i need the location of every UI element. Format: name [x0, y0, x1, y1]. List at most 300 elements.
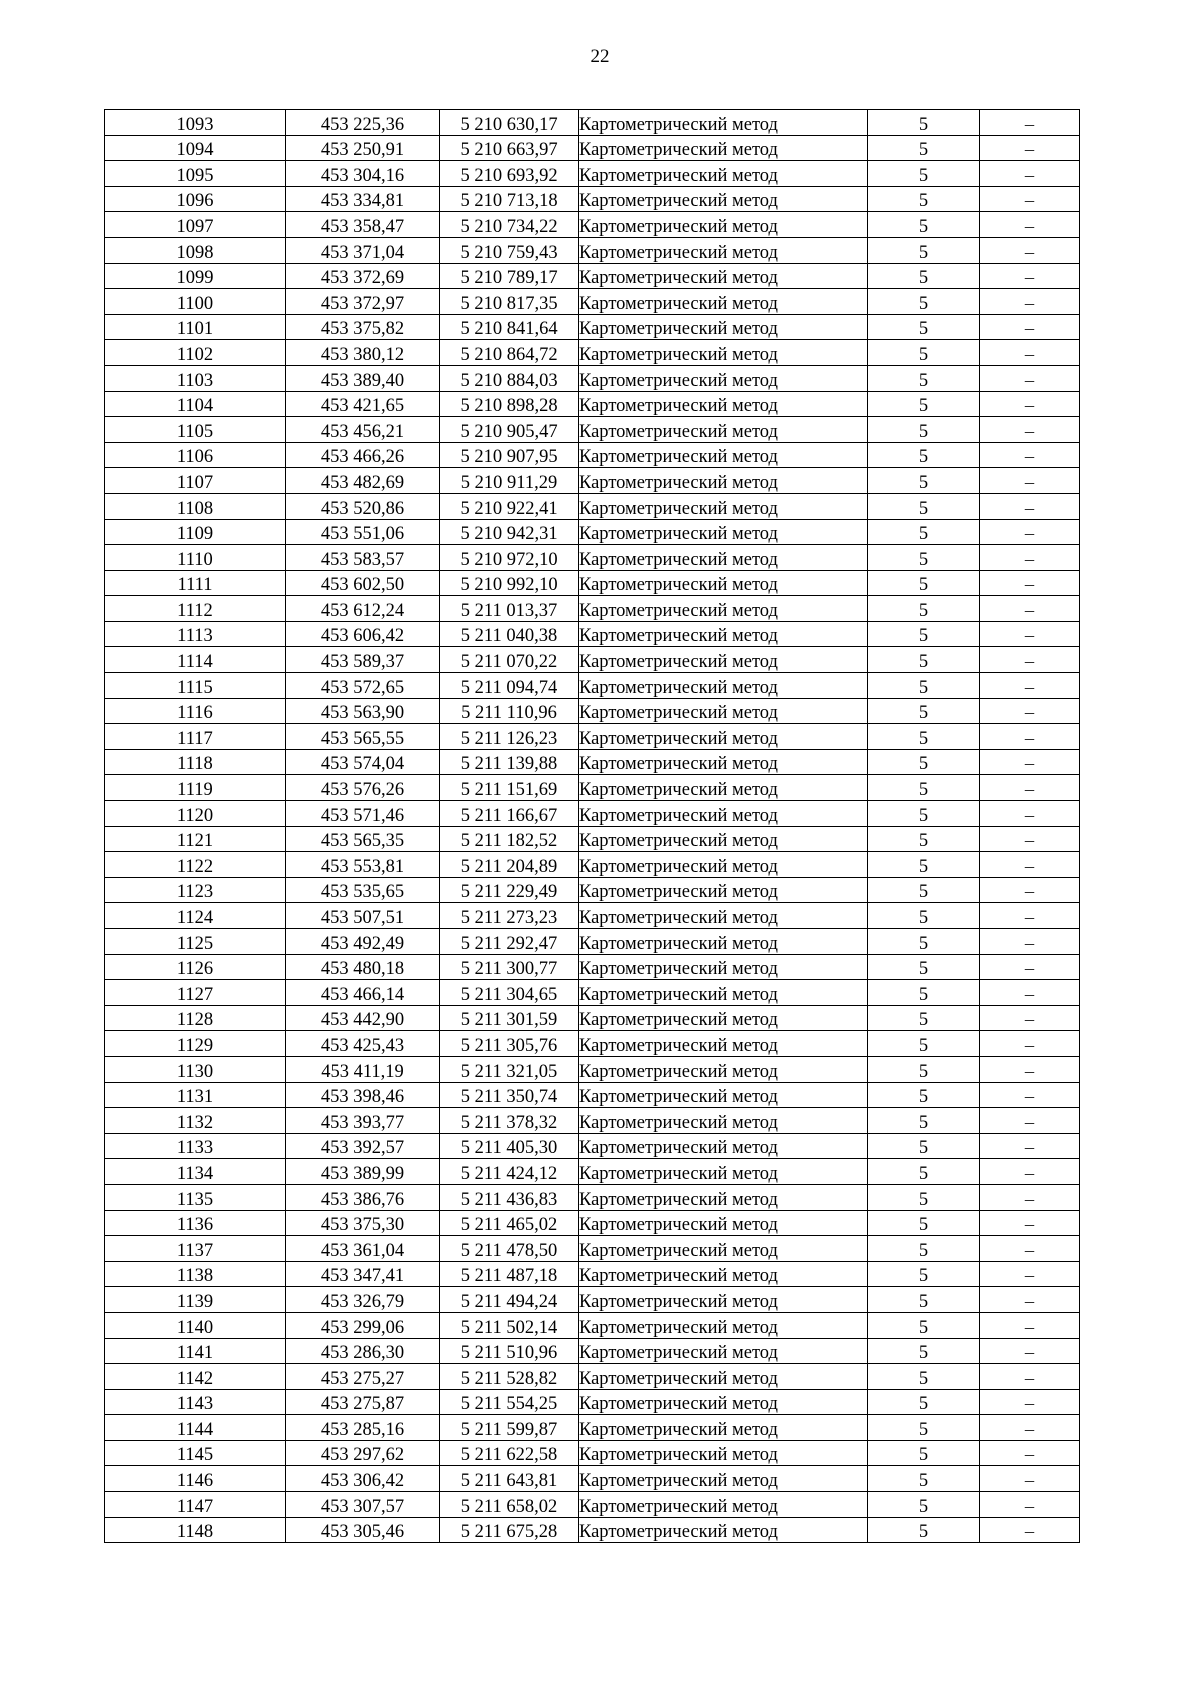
- note-cell: –: [980, 775, 1080, 801]
- note-cell: –: [980, 647, 1080, 673]
- table-row: [105, 826, 1080, 852]
- method-cell: Картометрический метод: [579, 1312, 868, 1338]
- accuracy-cell: 5: [868, 775, 980, 801]
- y-coordinate-cell: 5 211 229,49: [440, 877, 579, 903]
- table-row: [105, 1159, 1080, 1185]
- x-coordinate-cell: 453 442,90: [286, 1005, 440, 1031]
- point-number-cell: 1098: [105, 237, 286, 263]
- point-number-cell: 1126: [105, 954, 286, 980]
- point-number-cell: 1122: [105, 852, 286, 878]
- x-coordinate-cell: 453 358,47: [286, 212, 440, 238]
- point-number-cell: 1107: [105, 468, 286, 494]
- note-cell: –: [980, 698, 1080, 724]
- y-coordinate-cell: 5 211 321,05: [440, 1056, 579, 1082]
- note-cell: –: [980, 954, 1080, 980]
- note-cell: –: [980, 1056, 1080, 1082]
- table-row: [105, 852, 1080, 878]
- x-coordinate-cell: 453 535,65: [286, 877, 440, 903]
- method-cell: Картометрический метод: [579, 826, 868, 852]
- table-row: [105, 1261, 1080, 1287]
- table-row: [105, 1184, 1080, 1210]
- x-coordinate-cell: 453 225,36: [286, 110, 440, 136]
- table-row: [105, 1236, 1080, 1262]
- accuracy-cell: 5: [868, 365, 980, 391]
- table-row: [105, 954, 1080, 980]
- accuracy-cell: 5: [868, 954, 980, 980]
- method-cell: Картометрический метод: [579, 212, 868, 238]
- table-row: [105, 980, 1080, 1006]
- method-cell: Картометрический метод: [579, 1261, 868, 1287]
- table-row: [105, 1389, 1080, 1415]
- y-coordinate-cell: 5 210 630,17: [440, 110, 579, 136]
- y-coordinate-cell: 5 211 405,30: [440, 1133, 579, 1159]
- y-coordinate-cell: 5 211 204,89: [440, 852, 579, 878]
- accuracy-cell: 5: [868, 545, 980, 571]
- accuracy-cell: 5: [868, 110, 980, 136]
- method-cell: Картометрический метод: [579, 1440, 868, 1466]
- method-cell: Картометрический метод: [579, 1082, 868, 1108]
- note-cell: –: [980, 1031, 1080, 1057]
- x-coordinate-cell: 453 250,91: [286, 135, 440, 161]
- x-coordinate-cell: 453 285,16: [286, 1415, 440, 1441]
- y-coordinate-cell: 5 210 907,95: [440, 442, 579, 468]
- method-cell: Картометрический метод: [579, 1005, 868, 1031]
- y-coordinate-cell: 5 211 070,22: [440, 647, 579, 673]
- method-cell: Картометрический метод: [579, 1287, 868, 1313]
- y-coordinate-cell: 5 211 554,25: [440, 1389, 579, 1415]
- note-cell: –: [980, 980, 1080, 1006]
- point-number-cell: 1134: [105, 1159, 286, 1185]
- table-row: [105, 493, 1080, 519]
- y-coordinate-cell: 5 211 292,47: [440, 929, 579, 955]
- accuracy-cell: 5: [868, 621, 980, 647]
- y-coordinate-cell: 5 210 922,41: [440, 493, 579, 519]
- point-number-cell: 1095: [105, 161, 286, 187]
- x-coordinate-cell: 453 297,62: [286, 1440, 440, 1466]
- note-cell: –: [980, 596, 1080, 622]
- point-number-cell: 1110: [105, 545, 286, 571]
- table-row: [105, 1031, 1080, 1057]
- table-row: [105, 1517, 1080, 1543]
- method-cell: Картометрический метод: [579, 161, 868, 187]
- y-coordinate-cell: 5 211 094,74: [440, 673, 579, 699]
- method-cell: Картометрический метод: [579, 1415, 868, 1441]
- x-coordinate-cell: 453 602,50: [286, 570, 440, 596]
- point-number-cell: 1096: [105, 186, 286, 212]
- method-cell: Картометрический метод: [579, 749, 868, 775]
- method-cell: Картометрический метод: [579, 519, 868, 545]
- table-row: [105, 519, 1080, 545]
- method-cell: Картометрический метод: [579, 1159, 868, 1185]
- accuracy-cell: 5: [868, 1031, 980, 1057]
- accuracy-cell: 5: [868, 391, 980, 417]
- method-cell: Картометрический метод: [579, 801, 868, 827]
- accuracy-cell: 5: [868, 673, 980, 699]
- table-row: [105, 801, 1080, 827]
- accuracy-cell: 5: [868, 1312, 980, 1338]
- x-coordinate-cell: 453 492,49: [286, 929, 440, 955]
- y-coordinate-cell: 5 211 478,50: [440, 1236, 579, 1262]
- y-coordinate-cell: 5 211 494,24: [440, 1287, 579, 1313]
- point-number-cell: 1093: [105, 110, 286, 136]
- note-cell: –: [980, 724, 1080, 750]
- accuracy-cell: 5: [868, 289, 980, 315]
- y-coordinate-cell: 5 211 436,83: [440, 1184, 579, 1210]
- x-coordinate-cell: 453 563,90: [286, 698, 440, 724]
- accuracy-cell: 5: [868, 1236, 980, 1262]
- x-coordinate-cell: 453 507,51: [286, 903, 440, 929]
- x-coordinate-cell: 453 389,99: [286, 1159, 440, 1185]
- note-cell: –: [980, 1415, 1080, 1441]
- method-cell: Картометрический метод: [579, 340, 868, 366]
- note-cell: –: [980, 1389, 1080, 1415]
- note-cell: –: [980, 493, 1080, 519]
- y-coordinate-cell: 5 210 713,18: [440, 186, 579, 212]
- x-coordinate-cell: 453 612,24: [286, 596, 440, 622]
- y-coordinate-cell: 5 211 465,02: [440, 1210, 579, 1236]
- note-cell: –: [980, 1210, 1080, 1236]
- accuracy-cell: 5: [868, 1466, 980, 1492]
- table-row: [105, 1338, 1080, 1364]
- accuracy-cell: 5: [868, 340, 980, 366]
- y-coordinate-cell: 5 211 378,32: [440, 1108, 579, 1134]
- point-number-cell: 1139: [105, 1287, 286, 1313]
- method-cell: Картометрический метод: [579, 365, 868, 391]
- y-coordinate-cell: 5 211 182,52: [440, 826, 579, 852]
- point-number-cell: 1094: [105, 135, 286, 161]
- y-coordinate-cell: 5 211 126,23: [440, 724, 579, 750]
- method-cell: Картометрический метод: [579, 698, 868, 724]
- accuracy-cell: 5: [868, 801, 980, 827]
- point-number-cell: 1113: [105, 621, 286, 647]
- point-number-cell: 1131: [105, 1082, 286, 1108]
- note-cell: –: [980, 1338, 1080, 1364]
- accuracy-cell: 5: [868, 929, 980, 955]
- point-number-cell: 1145: [105, 1440, 286, 1466]
- y-coordinate-cell: 5 211 040,38: [440, 621, 579, 647]
- table-row: [105, 186, 1080, 212]
- method-cell: Картометрический метод: [579, 1236, 868, 1262]
- y-coordinate-cell: 5 210 789,17: [440, 263, 579, 289]
- y-coordinate-cell: 5 210 911,29: [440, 468, 579, 494]
- note-cell: –: [980, 673, 1080, 699]
- method-cell: Картометрический метод: [579, 1056, 868, 1082]
- accuracy-cell: 5: [868, 1082, 980, 1108]
- accuracy-cell: 5: [868, 877, 980, 903]
- table-row: [105, 1005, 1080, 1031]
- note-cell: –: [980, 468, 1080, 494]
- accuracy-cell: 5: [868, 1184, 980, 1210]
- point-number-cell: 1130: [105, 1056, 286, 1082]
- note-cell: –: [980, 314, 1080, 340]
- x-coordinate-cell: 453 386,76: [286, 1184, 440, 1210]
- y-coordinate-cell: 5 210 663,97: [440, 135, 579, 161]
- y-coordinate-cell: 5 211 350,74: [440, 1082, 579, 1108]
- accuracy-cell: 5: [868, 468, 980, 494]
- note-cell: –: [980, 1133, 1080, 1159]
- point-number-cell: 1115: [105, 673, 286, 699]
- accuracy-cell: 5: [868, 1056, 980, 1082]
- method-cell: Картометрический метод: [579, 1133, 868, 1159]
- point-number-cell: 1097: [105, 212, 286, 238]
- y-coordinate-cell: 5 211 139,88: [440, 749, 579, 775]
- point-number-cell: 1104: [105, 391, 286, 417]
- y-coordinate-cell: 5 210 884,03: [440, 365, 579, 391]
- method-cell: Картометрический метод: [579, 314, 868, 340]
- table-row: [105, 1466, 1080, 1492]
- method-cell: Картометрический метод: [579, 775, 868, 801]
- y-coordinate-cell: 5 211 305,76: [440, 1031, 579, 1057]
- y-coordinate-cell: 5 211 300,77: [440, 954, 579, 980]
- note-cell: –: [980, 340, 1080, 366]
- method-cell: Картометрический метод: [579, 493, 868, 519]
- x-coordinate-cell: 453 305,46: [286, 1517, 440, 1543]
- point-number-cell: 1147: [105, 1492, 286, 1518]
- x-coordinate-cell: 453 589,37: [286, 647, 440, 673]
- accuracy-cell: 5: [868, 826, 980, 852]
- y-coordinate-cell: 5 211 166,67: [440, 801, 579, 827]
- x-coordinate-cell: 453 411,19: [286, 1056, 440, 1082]
- point-number-cell: 1116: [105, 698, 286, 724]
- y-coordinate-cell: 5 211 013,37: [440, 596, 579, 622]
- point-number-cell: 1135: [105, 1184, 286, 1210]
- accuracy-cell: 5: [868, 1364, 980, 1390]
- point-number-cell: 1120: [105, 801, 286, 827]
- note-cell: –: [980, 1261, 1080, 1287]
- x-coordinate-cell: 453 583,57: [286, 545, 440, 571]
- table-row: [105, 212, 1080, 238]
- method-cell: Картометрический метод: [579, 1184, 868, 1210]
- note-cell: –: [980, 263, 1080, 289]
- method-cell: Картометрический метод: [579, 621, 868, 647]
- note-cell: –: [980, 621, 1080, 647]
- note-cell: –: [980, 1440, 1080, 1466]
- method-cell: Картометрический метод: [579, 877, 868, 903]
- table-row: [105, 314, 1080, 340]
- table-row: [105, 1056, 1080, 1082]
- point-number-cell: 1119: [105, 775, 286, 801]
- point-number-cell: 1142: [105, 1364, 286, 1390]
- note-cell: –: [980, 877, 1080, 903]
- note-cell: –: [980, 749, 1080, 775]
- accuracy-cell: 5: [868, 493, 980, 519]
- point-number-cell: 1140: [105, 1312, 286, 1338]
- note-cell: –: [980, 1005, 1080, 1031]
- method-cell: Картометрический метод: [579, 1517, 868, 1543]
- y-coordinate-cell: 5 210 864,72: [440, 340, 579, 366]
- note-cell: –: [980, 110, 1080, 136]
- point-number-cell: 1137: [105, 1236, 286, 1262]
- method-cell: Картометрический метод: [579, 442, 868, 468]
- y-coordinate-cell: 5 210 898,28: [440, 391, 579, 417]
- accuracy-cell: 5: [868, 417, 980, 443]
- x-coordinate-cell: 453 304,16: [286, 161, 440, 187]
- point-number-cell: 1105: [105, 417, 286, 443]
- y-coordinate-cell: 5 211 487,18: [440, 1261, 579, 1287]
- table-row: [105, 1440, 1080, 1466]
- accuracy-cell: 5: [868, 980, 980, 1006]
- accuracy-cell: 5: [868, 263, 980, 289]
- accuracy-cell: 5: [868, 1159, 980, 1185]
- point-number-cell: 1121: [105, 826, 286, 852]
- note-cell: –: [980, 1236, 1080, 1262]
- method-cell: Картометрический метод: [579, 929, 868, 955]
- x-coordinate-cell: 453 572,65: [286, 673, 440, 699]
- note-cell: –: [980, 1184, 1080, 1210]
- x-coordinate-cell: 453 347,41: [286, 1261, 440, 1287]
- y-coordinate-cell: 5 210 759,43: [440, 237, 579, 263]
- x-coordinate-cell: 453 553,81: [286, 852, 440, 878]
- method-cell: Картометрический метод: [579, 1210, 868, 1236]
- x-coordinate-cell: 453 466,14: [286, 980, 440, 1006]
- x-coordinate-cell: 453 574,04: [286, 749, 440, 775]
- note-cell: –: [980, 1159, 1080, 1185]
- x-coordinate-cell: 453 389,40: [286, 365, 440, 391]
- x-coordinate-cell: 453 393,77: [286, 1108, 440, 1134]
- method-cell: Картометрический метод: [579, 596, 868, 622]
- method-cell: Картометрический метод: [579, 903, 868, 929]
- y-coordinate-cell: 5 211 599,87: [440, 1415, 579, 1441]
- table-row: [105, 749, 1080, 775]
- note-cell: –: [980, 1108, 1080, 1134]
- method-cell: Картометрический метод: [579, 1338, 868, 1364]
- accuracy-cell: 5: [868, 1517, 980, 1543]
- point-number-cell: 1129: [105, 1031, 286, 1057]
- note-cell: –: [980, 519, 1080, 545]
- accuracy-cell: 5: [868, 161, 980, 187]
- method-cell: Картометрический метод: [579, 673, 868, 699]
- note-cell: –: [980, 417, 1080, 443]
- y-coordinate-cell: 5 210 905,47: [440, 417, 579, 443]
- x-coordinate-cell: 453 375,82: [286, 314, 440, 340]
- x-coordinate-cell: 453 361,04: [286, 1236, 440, 1262]
- note-cell: –: [980, 1492, 1080, 1518]
- note-cell: –: [980, 1517, 1080, 1543]
- table-row: [105, 673, 1080, 699]
- method-cell: Картометрический метод: [579, 135, 868, 161]
- note-cell: –: [980, 570, 1080, 596]
- x-coordinate-cell: 453 466,26: [286, 442, 440, 468]
- method-cell: Картометрический метод: [579, 1492, 868, 1518]
- accuracy-cell: 5: [868, 1440, 980, 1466]
- accuracy-cell: 5: [868, 442, 980, 468]
- y-coordinate-cell: 5 211 643,81: [440, 1466, 579, 1492]
- accuracy-cell: 5: [868, 1005, 980, 1031]
- y-coordinate-cell: 5 211 658,02: [440, 1492, 579, 1518]
- accuracy-cell: 5: [868, 698, 980, 724]
- table-row: [105, 263, 1080, 289]
- table-row: [105, 365, 1080, 391]
- method-cell: Картометрический метод: [579, 289, 868, 315]
- table-row: [105, 1082, 1080, 1108]
- x-coordinate-cell: 453 551,06: [286, 519, 440, 545]
- accuracy-cell: 5: [868, 1261, 980, 1287]
- table-row: [105, 724, 1080, 750]
- method-cell: Картометрический метод: [579, 1031, 868, 1057]
- accuracy-cell: 5: [868, 647, 980, 673]
- x-coordinate-cell: 453 392,57: [286, 1133, 440, 1159]
- method-cell: Картометрический метод: [579, 1389, 868, 1415]
- point-number-cell: 1117: [105, 724, 286, 750]
- table-row: [105, 903, 1080, 929]
- x-coordinate-cell: 453 571,46: [286, 801, 440, 827]
- note-cell: –: [980, 212, 1080, 238]
- table-row: [105, 289, 1080, 315]
- point-number-cell: 1108: [105, 493, 286, 519]
- accuracy-cell: 5: [868, 570, 980, 596]
- method-cell: Картометрический метод: [579, 417, 868, 443]
- accuracy-cell: 5: [868, 1492, 980, 1518]
- method-cell: Картометрический метод: [579, 570, 868, 596]
- note-cell: –: [980, 442, 1080, 468]
- point-number-cell: 1143: [105, 1389, 286, 1415]
- note-cell: –: [980, 826, 1080, 852]
- table-row: [105, 698, 1080, 724]
- x-coordinate-cell: 453 371,04: [286, 237, 440, 263]
- x-coordinate-cell: 453 425,43: [286, 1031, 440, 1057]
- table-row: [105, 1415, 1080, 1441]
- x-coordinate-cell: 453 275,87: [286, 1389, 440, 1415]
- point-number-cell: 1146: [105, 1466, 286, 1492]
- x-coordinate-cell: 453 286,30: [286, 1338, 440, 1364]
- accuracy-cell: 5: [868, 1287, 980, 1313]
- accuracy-cell: 5: [868, 1415, 980, 1441]
- note-cell: –: [980, 1364, 1080, 1390]
- method-cell: Картометрический метод: [579, 724, 868, 750]
- note-cell: –: [980, 801, 1080, 827]
- y-coordinate-cell: 5 210 992,10: [440, 570, 579, 596]
- point-number-cell: 1127: [105, 980, 286, 1006]
- table-row: [105, 1364, 1080, 1390]
- note-cell: –: [980, 1312, 1080, 1338]
- x-coordinate-cell: 453 334,81: [286, 186, 440, 212]
- accuracy-cell: 5: [868, 186, 980, 212]
- accuracy-cell: 5: [868, 1338, 980, 1364]
- accuracy-cell: 5: [868, 852, 980, 878]
- x-coordinate-cell: 453 306,42: [286, 1466, 440, 1492]
- x-coordinate-cell: 453 606,42: [286, 621, 440, 647]
- point-number-cell: 1123: [105, 877, 286, 903]
- table-row: [105, 1210, 1080, 1236]
- note-cell: –: [980, 237, 1080, 263]
- y-coordinate-cell: 5 211 273,23: [440, 903, 579, 929]
- table-row: [105, 647, 1080, 673]
- table-row: [105, 1312, 1080, 1338]
- method-cell: Картометрический метод: [579, 852, 868, 878]
- table-row: [105, 621, 1080, 647]
- y-coordinate-cell: 5 211 110,96: [440, 698, 579, 724]
- method-cell: Картометрический метод: [579, 237, 868, 263]
- page-number: 22: [590, 46, 610, 67]
- y-coordinate-cell: 5 211 675,28: [440, 1517, 579, 1543]
- coordinates-table-body: [105, 110, 1080, 1543]
- x-coordinate-cell: 453 480,18: [286, 954, 440, 980]
- x-coordinate-cell: 453 565,35: [286, 826, 440, 852]
- table-row: [105, 468, 1080, 494]
- accuracy-cell: 5: [868, 596, 980, 622]
- note-cell: –: [980, 1466, 1080, 1492]
- point-number-cell: 1128: [105, 1005, 286, 1031]
- table-row: [105, 1492, 1080, 1518]
- accuracy-cell: 5: [868, 237, 980, 263]
- y-coordinate-cell: 5 211 528,82: [440, 1364, 579, 1390]
- y-coordinate-cell: 5 211 151,69: [440, 775, 579, 801]
- point-number-cell: 1112: [105, 596, 286, 622]
- x-coordinate-cell: 453 326,79: [286, 1287, 440, 1313]
- table-row: [105, 929, 1080, 955]
- table-row: [105, 1133, 1080, 1159]
- point-number-cell: 1148: [105, 1517, 286, 1543]
